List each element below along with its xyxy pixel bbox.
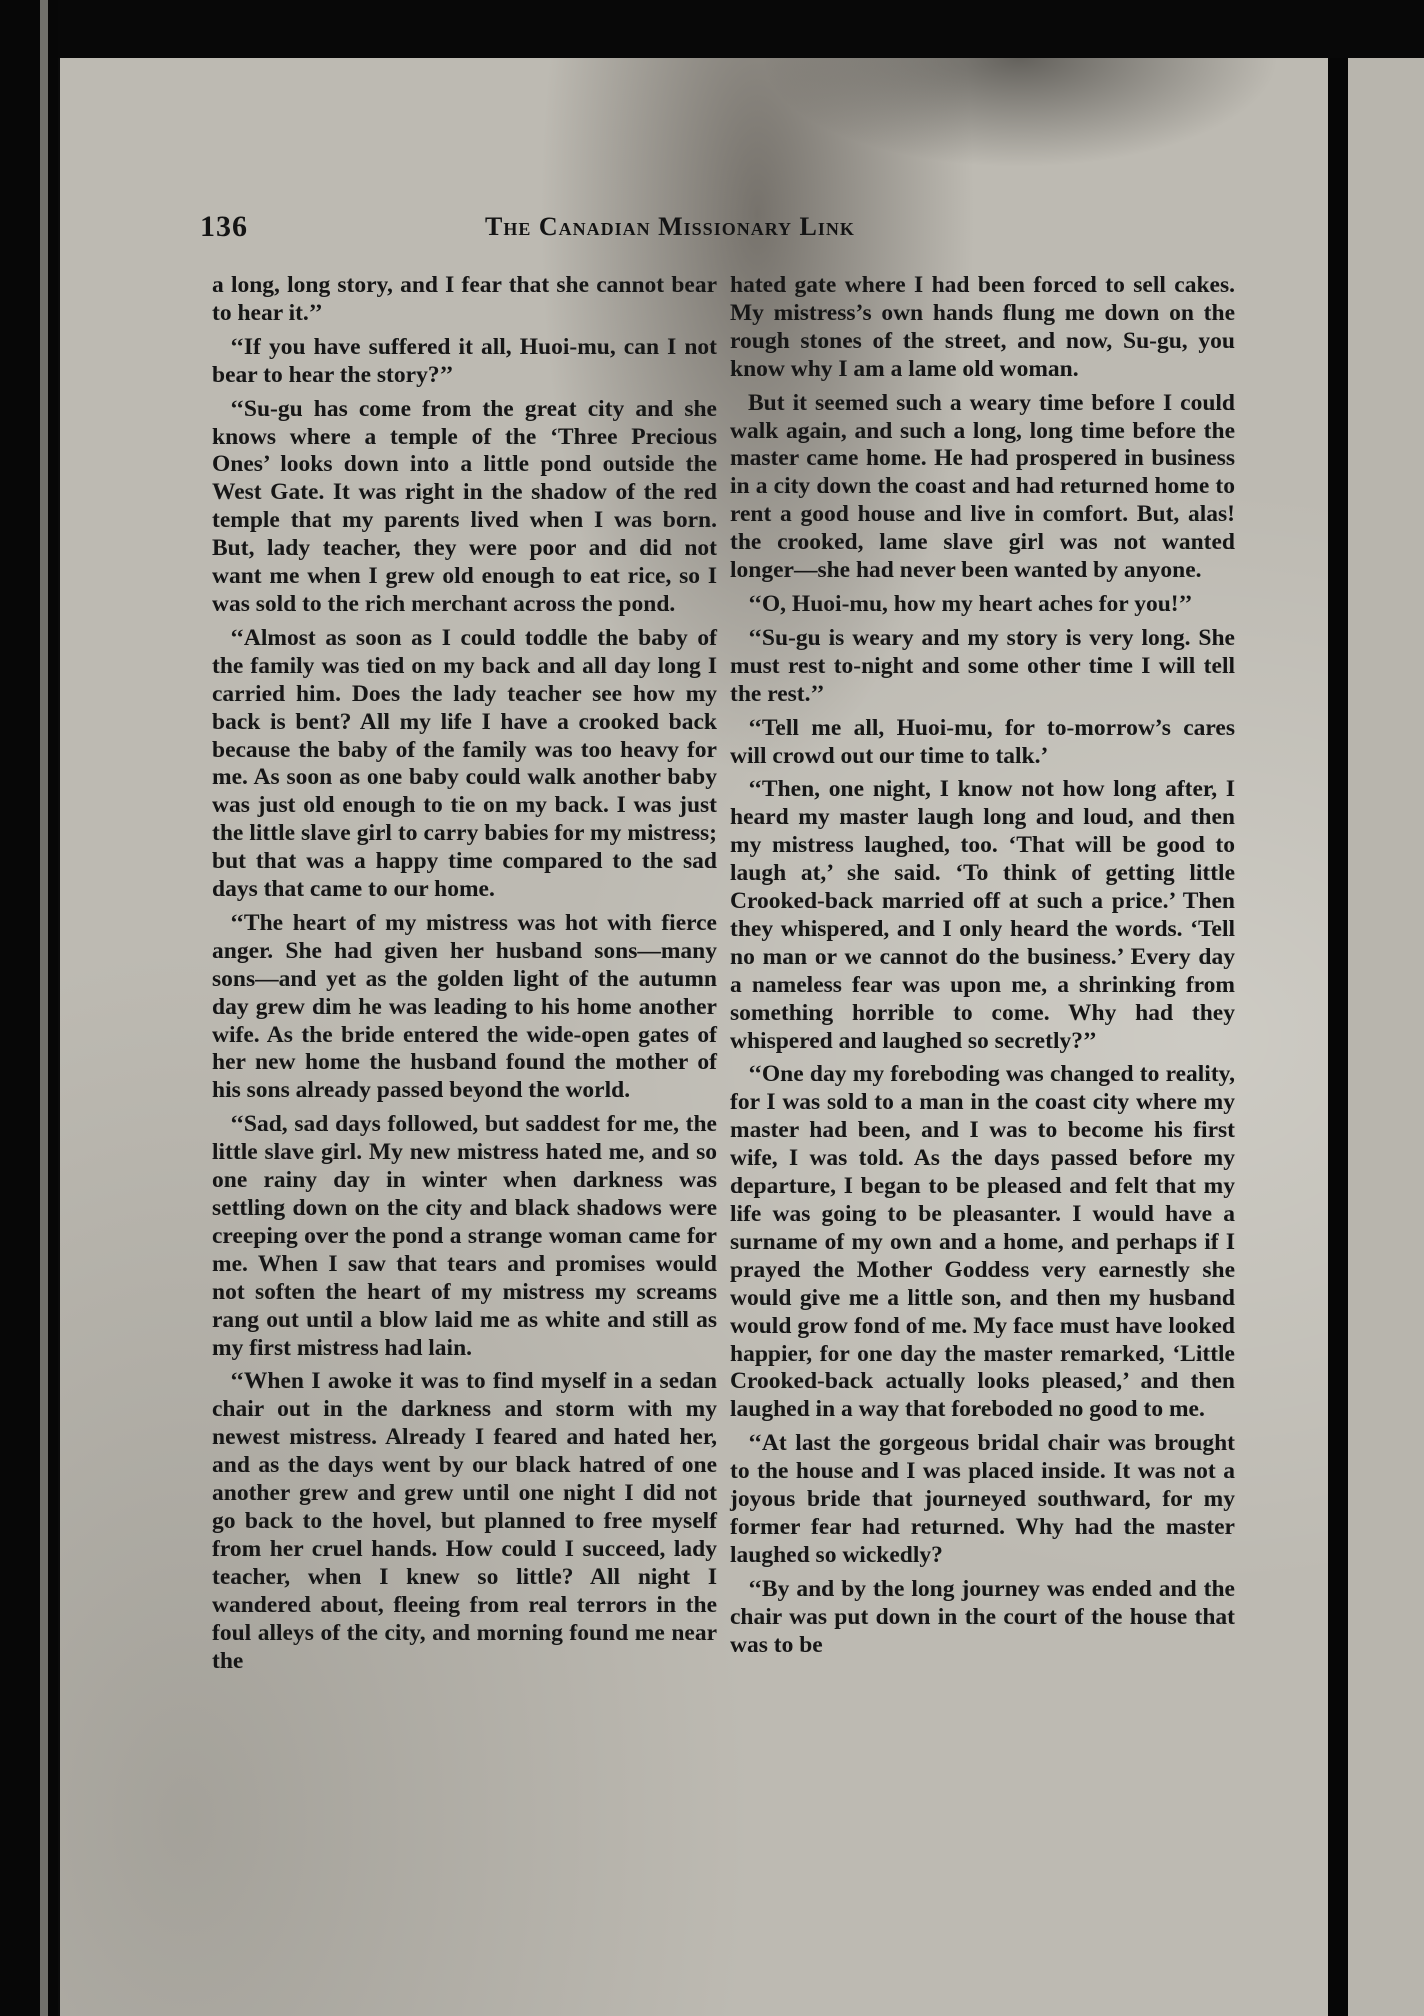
- journal-title: The Canadian Missionary Link: [485, 212, 855, 241]
- page-gutter: [1328, 58, 1348, 2016]
- page-stain: [760, 58, 1280, 168]
- paragraph: a long, long story, and I fear that she cannot bear to hear it.’’: [212, 272, 717, 326]
- paragraph: ‘‘Sad, sad days followed, but saddest for me, the little slave girl. My new mistress hated me, and so one rainy day in winter when darkness was settling down on the city and black shadows were creeping over the pond a strange woman came for me. When I saw that tears and promises would not soften the heart of my mistress my screams rang out until a blow laid me as white and still as my first mistress had lain.: [212, 1111, 717, 1361]
- paragraph: ‘‘The heart of my mistress was hot with fierce anger. She had given her husband sons—many sons—and yet as the golden light of the autumn day grew dim he was leading to his home another wife. As the bride entered the wide-open gates of her new home the husband found the mother of his sons already passed beyond the world.: [212, 909, 717, 1104]
- paragraph: ‘‘Su-gu has come from the great city and she knows where a temple of the ‘Three Precious Ones’ looks down into a little pond outside the West Gate. It was right in the shadow of the red temple that my parents lived when I was born. But, lady teacher, they were poor and did not want me when I grew old enough to eat rice, so I was sold to the rich merchant across the pond.: [212, 395, 717, 617]
- paragraph: ‘‘If you have suffered it all, Huoi-mu, can I not bear to hear the story?’’: [212, 333, 717, 388]
- scan-frame-left: [0, 0, 58, 2016]
- film-edge-line: [40, 0, 48, 2016]
- left-column: [212, 272, 717, 1681]
- paragraph: ‘‘Almost as soon as I could toddle the baby of the family was tied on my back and all day long I carried him. Does the lady teacher see how my back is bent? All my life I have a crooked back because the baby of the family was too heavy for me. As soon as one baby could walk another baby was just old enough to tie on my back. I was just the little slave girl to carry babies for my mistress; but that was a happy time compared to the sad days that came to our home.: [212, 624, 717, 903]
- paragraph: ‘‘O, Huoi-mu, how my heart aches for you!’’: [748, 590, 1193, 617]
- running-header: [200, 210, 940, 250]
- paragraph: ‘‘When I awoke it was to find myself in a sedan chair out in the darkness and storm with my newest mistress. Already I feared and hated her, and as the days went by our black hatred of one another grew and grew until one night I did not go back to the hovel, but planned to free myself from her cruel hands. How could I succeed, lady teacher, when I knew so little? All night I wandered about, fleeing from real terrors in the foul alleys of the city, and morning found me near the: [212, 1368, 717, 1674]
- paragraph: ‘‘At last the gorgeous bridal chair was brought to the house and I was placed inside. It was not a joyous bride that journeyed southward, for my former fear had returned. Why had the master laughed so wickedly?: [730, 1430, 1235, 1568]
- paragraph: ‘‘Then, one night, I know not how long after, I heard my master laugh long and loud, and then my mistress laughed, too. ‘That will be good to laugh at,’ she said. ‘To think of getting little Crooked-back married off at such a price.’ Then they whispered, and I only heard the words. ‘Tell no man or we cannot do the business.’ Every day a nameless fear was upon me, a shrinking from something horrible to come. Why had they whispered and laughed so secretly?’’: [730, 776, 1235, 1054]
- page-number: 136: [200, 210, 248, 243]
- paragraph: ‘‘One day my foreboding was changed to reality, for I was sold to a man in the coast city where my master had been, and I was to become his first wife, I was told. As the days passed before my departure, I began to be pleased and felt that my life was going to be pleasanter. I would have a surname of my own and a home, and perhaps if I prayed the Mother Goddess very earnestly she would give me a little son, and then my husband would grow fond of me. My face must have looked happier, for one day the master remarked, ‘Little Crooked-back actually looks pleased,’ and then laughed in a way that foreboded no good to me.: [730, 1061, 1235, 1423]
- paragraph: But it seemed such a weary time before I could walk again, and such a long, long time before the master came home. He had prospered in business in a city down the coast and had returned home to rent a good house and live in comfort. But, alas! the crooked, lame slave girl was not wanted longer—she had never been wanted by anyone.: [730, 389, 1235, 584]
- right-column: [730, 272, 1235, 1666]
- adjacent-page-edge: [1348, 58, 1424, 2016]
- paragraph: ‘‘Tell me all, Huoi-mu, for to-morrow’s cares will crowd out our time to talk.’: [730, 714, 1235, 769]
- paragraph: ‘‘Su-gu is weary and my story is very long. She must rest to-night and some other time I will tell the rest.’’: [730, 624, 1235, 707]
- scan-frame-top: [0, 0, 1424, 58]
- paragraph: hated gate where I had been forced to sell cakes. My mistress’s own hands flung me down on the rough stones of the street, and now, Su-gu, you know why I am a lame old woman.: [730, 272, 1235, 382]
- paragraph: ‘‘By and by the long journey was ended and the chair was put down in the court of the house that was to be: [730, 1575, 1235, 1658]
